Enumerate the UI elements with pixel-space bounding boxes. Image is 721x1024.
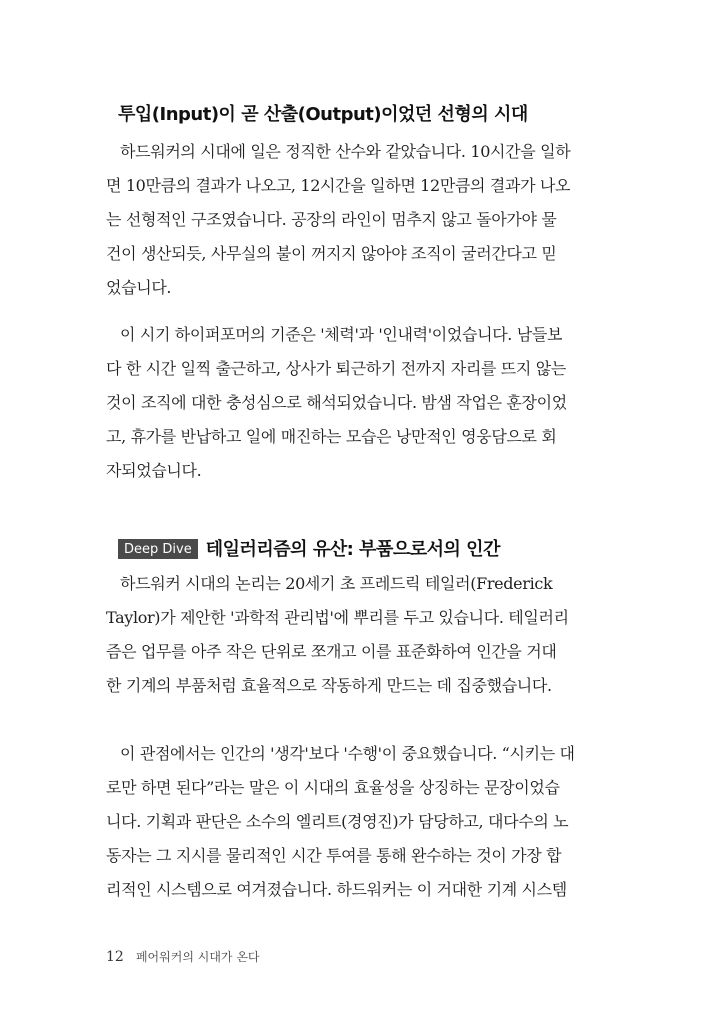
text-line: 한 기계의 부품처럼 효율적으로 작동하게 만드는 데 집중했습니다. [106,676,552,695]
book-title: 페어워커의 시대가 온다 [135,950,260,964]
paragraph-taylor [106,567,594,703]
text-line: 즘은 업무를 아주 작은 단위로 쪼개고 이를 표준화하여 인간을 거대 [106,642,557,661]
page-footer [106,948,260,965]
text-line: 건이 생산되듯, 사무실의 불이 꺼지지 않아야 조직이 굴러간다고 믿 [106,244,557,263]
paragraph-highperformer [106,318,594,488]
section-heading-text: 테일러리즘의 유산: 부품으로서의 인간 [205,539,500,560]
text-line: 리적인 시스템으로 여겨졌습니다. 하드워커는 이 거대한 기계 시스템 [106,880,567,899]
text-line: 다 한 시간 일찍 출근하고, 상사가 퇴근하기 전까지 자리를 뜨지 않는 [106,359,566,378]
text-line: 이 시기 하이퍼포머의 기준은 '체력'과 '인내력'이었습니다. 남들보 [120,325,563,344]
text-line: 니다. 기획과 판단은 소수의 엘리트(경영진)가 담당하고, 대다수의 노 [106,812,569,831]
text-line: 자되었습니다. [106,461,202,480]
section-heading-taylorism [118,535,500,561]
deep-dive-badge: Deep Dive [118,539,198,559]
text-line: 면 10만큼의 결과가 나오고, 12시간을 일하면 12만큼의 결과가 나오 [106,176,571,195]
text-line: Taylor)가 제안한 '과학적 관리법'에 뿌리를 두고 있습니다. 테일러리 [106,608,569,627]
text-line: 동자는 그 지시를 물리적인 시간 투여를 통해 완수하는 것이 가장 합 [106,846,562,865]
text-line: 고, 휴가를 반납하고 일에 매진하는 모습은 낭만적인 영웅담으로 회 [106,427,557,446]
text-line: 하드워커 시대의 논리는 20세기 초 프레드릭 테일러(Frederick [120,574,553,593]
section-heading-linear-era: 투입(Input)이 곧 산출(Output)이었던 선형의 시대 [118,104,528,125]
text-line: 었습니다. [106,278,172,297]
text-line: 것이 조직에 대한 충성심으로 해석되었습니다. 밤샘 작업은 훈장이었 [106,393,567,412]
text-line: 하드워커의 시대에 일은 정직한 산수와 같았습니다. 10시간을 일하 [120,142,571,161]
paragraph-perspective [106,737,594,907]
text-line: 이 관점에서는 인간의 '생각'보다 '수행'이 중요했습니다. “시키는 대 [120,744,575,763]
paragraph-arithmetic [106,135,594,305]
page-number: 12 [106,949,124,965]
text-line: 로만 하면 된다”라는 말은 이 시대의 효율성을 상징하는 문장이었습 [106,778,560,797]
text-line: 는 선형적인 구조였습니다. 공장의 라인이 멈추지 않고 돌아가야 물 [106,210,557,229]
